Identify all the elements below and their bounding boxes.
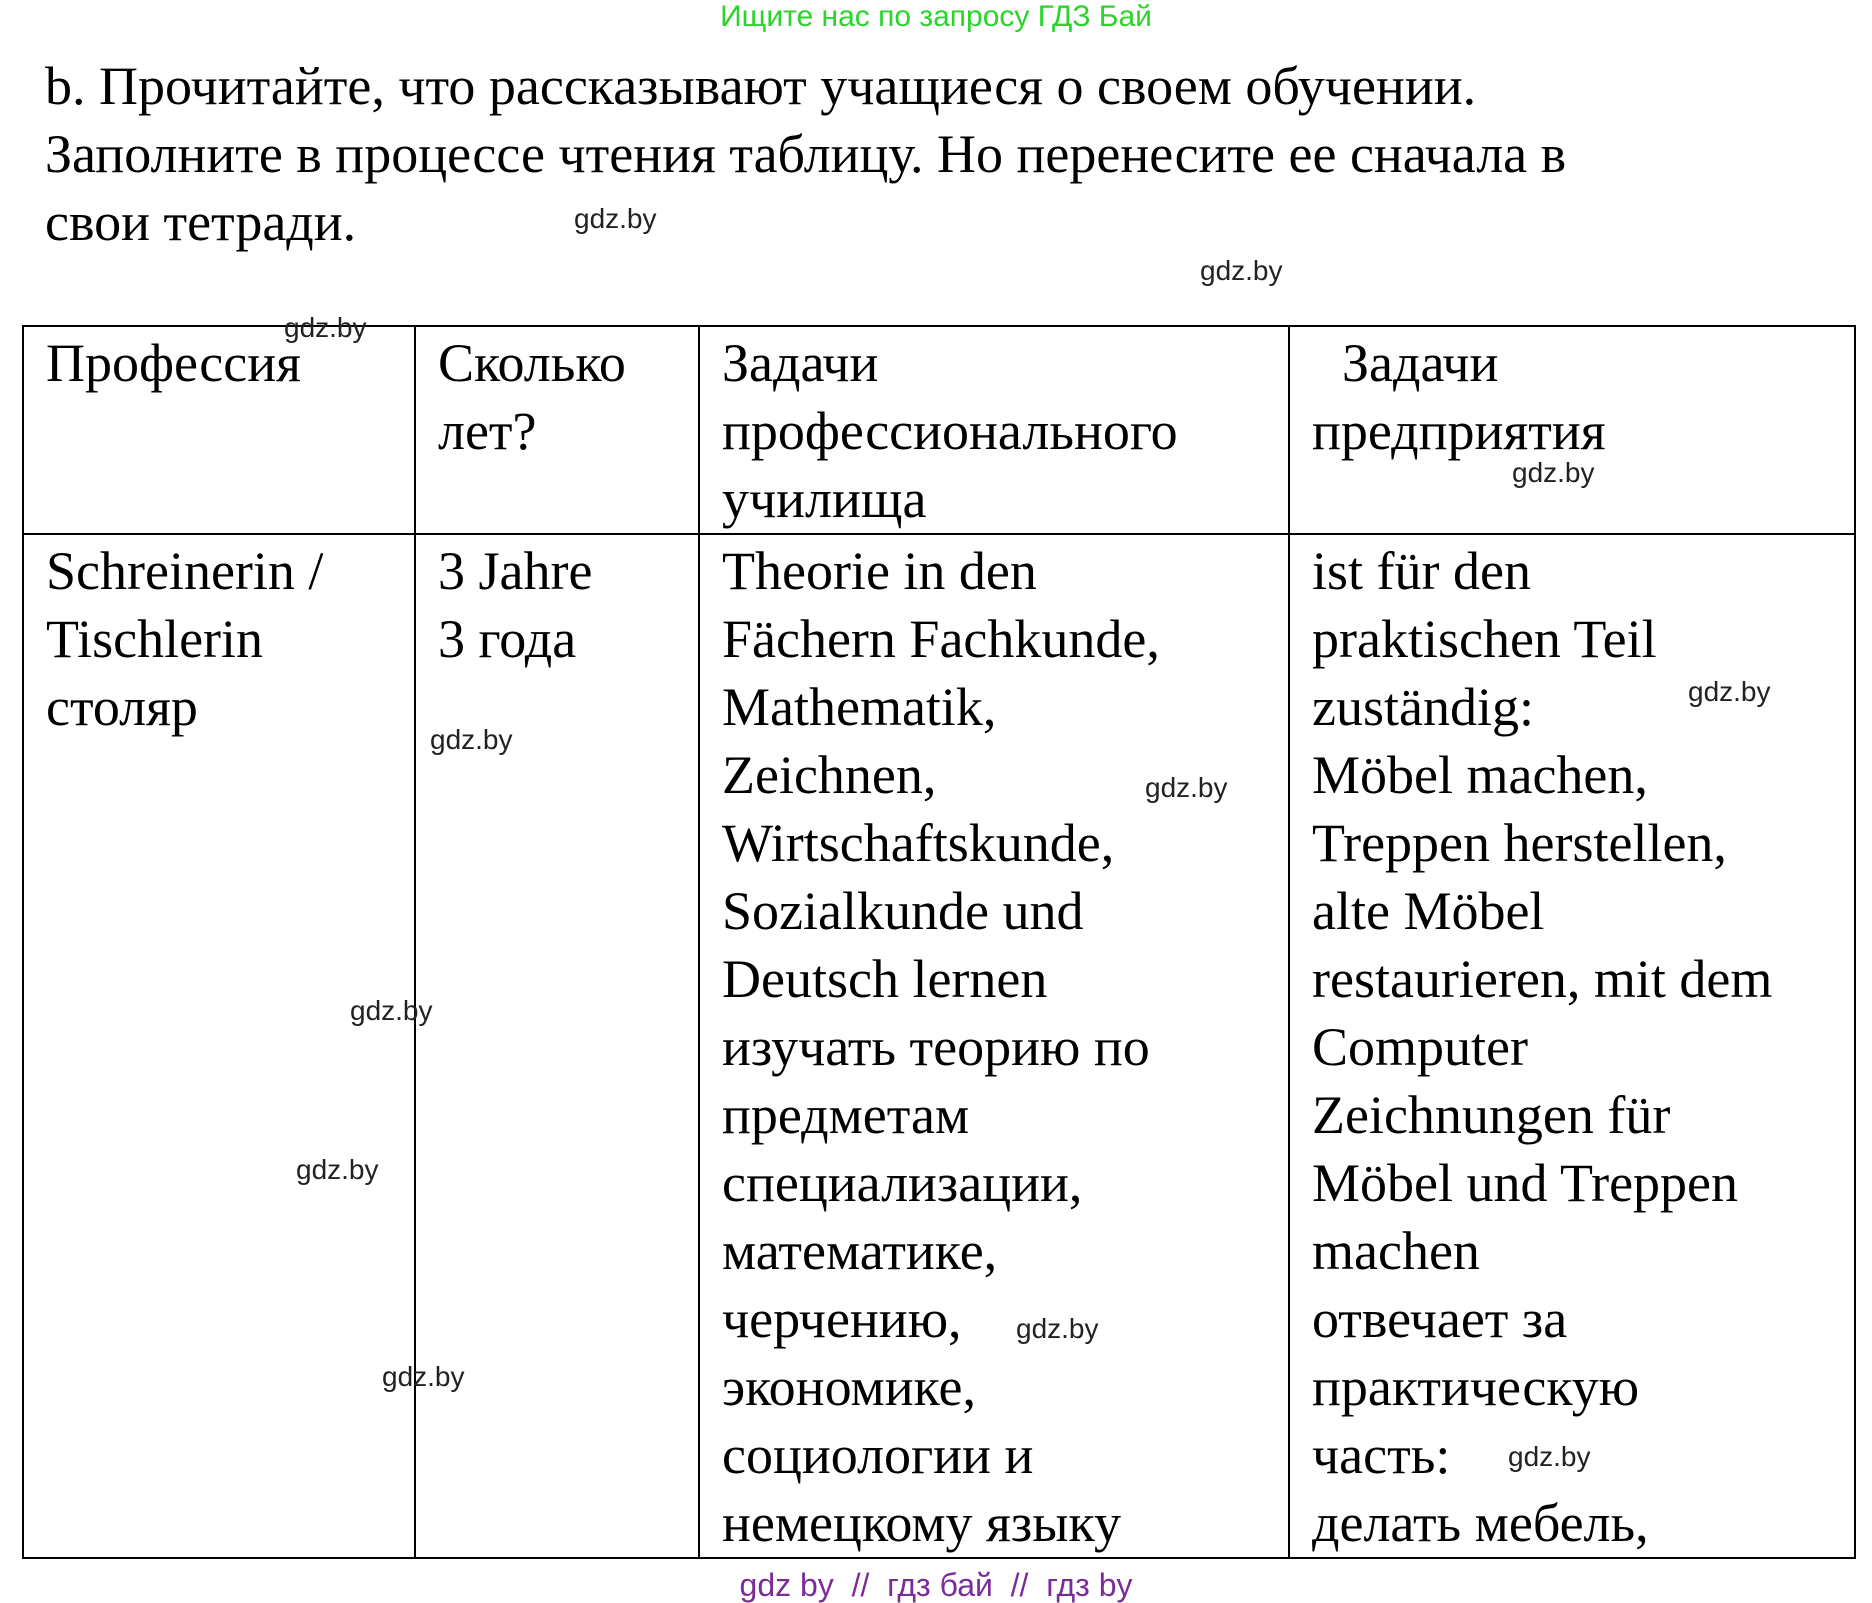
cell-line: отвечает за — [1312, 1289, 1568, 1349]
cell-line: Möbel und Treppen — [1312, 1153, 1739, 1213]
watermark: gdz.by — [1688, 676, 1771, 707]
header-profession — [23, 326, 415, 534]
cell-profession — [23, 534, 415, 1558]
table-row — [23, 534, 1855, 1558]
cell-line: часть: — [1312, 1425, 1451, 1485]
cell-line: социологии и — [722, 1425, 1034, 1485]
header-line: Задачи — [1342, 333, 1499, 393]
cell-line: Sozialkunde und — [722, 881, 1084, 941]
header-line: училища — [722, 469, 927, 529]
cell-line: специализации, — [722, 1153, 1083, 1213]
cell-line: zuständig: — [1312, 677, 1534, 737]
cell-line: Wirtschaftskunde, — [722, 813, 1115, 873]
cell-line: Theorie in den — [722, 541, 1037, 601]
instruction-text — [45, 52, 1825, 256]
cell-line: 3 Jahre — [438, 541, 593, 601]
watermark: gdz.by — [574, 203, 657, 234]
watermark: gdz.by — [296, 1154, 379, 1185]
cell-line: немецкому языку — [722, 1493, 1121, 1553]
header-years — [415, 326, 699, 534]
watermark: gdz.by — [382, 1361, 465, 1392]
cell-line: Möbel machen, — [1312, 745, 1648, 805]
bottom-banner: gdz by // гдз бай // гдз by — [739, 1567, 1133, 1603]
cell-line: alte Möbel — [1312, 881, 1545, 941]
instruction-line: Заполните в процессе чтения таблицу. Но перенесите ее сначала в — [45, 124, 1567, 184]
cell-line: математике, — [722, 1221, 998, 1281]
table-header-row — [23, 326, 1855, 534]
instruction-line: свои тетради. — [45, 192, 357, 252]
watermark: gdz.by — [1508, 1441, 1591, 1472]
cell-line: Tischlerin — [46, 609, 264, 669]
cell-line: предметам — [722, 1085, 970, 1145]
cell-line: практическую — [1312, 1357, 1640, 1417]
cell-line: черчению, — [722, 1289, 962, 1349]
cell-line: Schreinerin / — [46, 541, 324, 601]
watermark: gdz.by — [284, 312, 367, 343]
header-line: Профессия — [46, 333, 301, 393]
cell-line: restaurieren, mit dem — [1312, 949, 1773, 1009]
cell-line: ist für den — [1312, 541, 1531, 601]
cell-line: praktischen Teil — [1312, 609, 1657, 669]
cell-line: Zeichnungen für — [1312, 1085, 1671, 1145]
cell-line: Fächern Fachkunde, — [722, 609, 1160, 669]
cell-school-tasks — [699, 534, 1289, 1558]
cell-line: Deutsch lernen — [722, 949, 1048, 1009]
watermark: gdz.by — [1200, 255, 1283, 286]
top-banner: Ищите нас по запросу ГДЗ Бай — [720, 0, 1152, 33]
cell-line: 3 года — [438, 609, 577, 669]
header-line: Сколько — [438, 333, 626, 393]
cell-line: делать мебель, — [1312, 1493, 1649, 1553]
cell-line: столяр — [46, 677, 198, 737]
watermark: gdz.by — [1512, 457, 1595, 488]
cell-line: Treppen herstellen, — [1312, 813, 1727, 873]
header-line: Задачи — [722, 333, 879, 393]
header-line: профессионального — [722, 401, 1178, 461]
instruction-line: b. Прочитайте, что рассказывают учащиеся о своем обучении. — [45, 56, 1477, 116]
cell-line: machen — [1312, 1221, 1480, 1281]
header-line: предприятия — [1312, 401, 1606, 461]
watermark: gdz.by — [350, 995, 433, 1026]
watermark: gdz.by — [1145, 772, 1228, 803]
header-school-tasks — [699, 326, 1289, 534]
cell-line: Mathematik, — [722, 677, 997, 737]
watermark: gdz.by — [1016, 1313, 1099, 1344]
cell-years — [415, 534, 699, 1558]
task-table — [22, 325, 1856, 1559]
cell-line: изучать теорию по — [722, 1017, 1150, 1077]
header-company-tasks — [1289, 326, 1855, 534]
cell-line: Computer — [1312, 1017, 1528, 1077]
watermark: gdz.by — [430, 724, 513, 755]
cell-line: экономике, — [722, 1357, 976, 1417]
header-line: лет? — [438, 401, 537, 461]
cell-line: Zeichnen, — [722, 745, 937, 805]
